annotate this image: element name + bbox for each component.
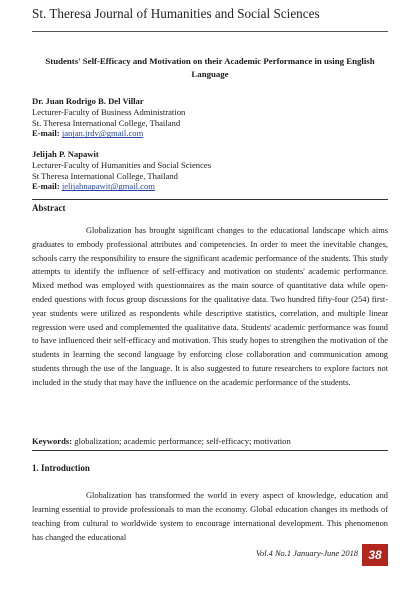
author-email-line [32,128,185,139]
author-block-1 [32,96,185,139]
page-number-badge: 38 [362,544,388,566]
paper-title: Students' Self-Efficacy and Motivation on their Academic Performance in using English Language [45,56,375,79]
keywords-text: globalization; academic performance; self-efficacy; motivation [74,436,291,446]
author-affiliation: St. Theresa International College, Thailand [32,117,181,128]
abstract-heading: Abstract [32,203,66,213]
abstract-top-divider [32,199,388,200]
introduction-text: Globalization has transformed the world in every aspect of knowledge, education and learning essential to provide professionals to man the economy. Global education changes its methods of teaching from cultural to worldwide system to encourage international development. This phenomenon has changed the educational [32,491,388,542]
abstract-text: Globalization has brought significant changes to the educational landscape which aims graduates to embody professional attributes and competencies. In order to meet the inevitable changes, schools carry the responsibility to ensure the significant academic performance of the students. This study attempts to identify the influence of self-efficacy and motivation on students' academic performance. Mixed method was employed with questionnaires as the main source of quantitative data while open-ended questions with focus group discussions for the qualitative data. Two hundred fifty-four (254) first-year students were utilized as respondents while descriptive statistics, correlation, and multiple linear regression were used and complemented the qualitative data. Students' academic performance was found to have influenced their self-efficacy and motivation. This study hopes to strengthen the motivation of the students in learning the second language by enforcing close collaboration and communication among students through the use of the language. It is also suggested to future researchers to explore factors not included in the study that may have the influence on the academic performance of the students. [32,226,388,387]
author-name: Dr. Juan Rodrigo B. Del Villar [32,96,144,106]
keywords-label: Keywords: [32,436,73,446]
email-label: E-mail: [32,181,60,192]
author-email-link[interactable]: janjan.jrdv@gmail.com [61,128,144,139]
author-block-2 [32,149,211,192]
author-email-line [32,181,211,192]
author-role: Lecturer-Faculty of Humanities and Social Sciences [32,159,212,170]
author-name: Jelijah P. Napawit [32,149,99,159]
author-affiliation: St Theresa International College, Thailand [32,170,178,181]
email-label: E-mail: [32,128,60,139]
introduction-heading: 1. Introduction [32,463,90,473]
journal-title: St. Theresa Journal of Humanities and Social Sciences [32,6,320,21]
footer-volume: Vol.4 No.1 January-June 2018 [255,549,358,558]
author-role: Lecturer-Faculty of Business Administration [32,106,186,117]
introduction-top-divider [32,450,388,451]
keywords-line [32,436,388,446]
author-email-link[interactable]: jelijahnapawit@gmail.com [61,181,155,192]
header-divider [32,31,388,32]
